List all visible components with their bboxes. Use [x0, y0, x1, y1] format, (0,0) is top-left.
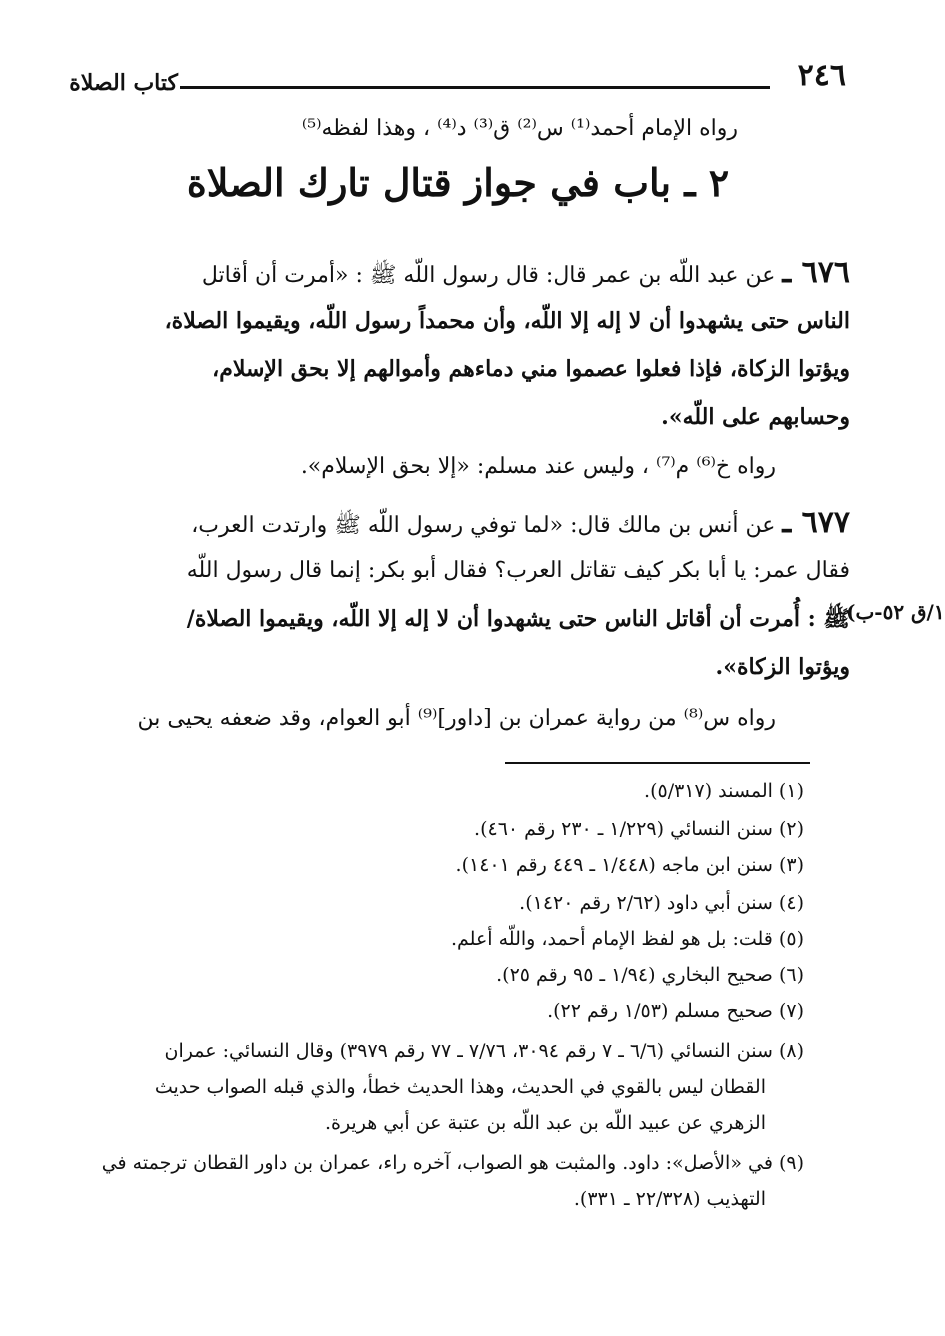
hadith-677-narration: رواه س⁽⁸⁾ من رواية عمران بن [داور]⁽⁹⁾ أبو العوام، وقد ضعفه يحيى بن: [137, 706, 776, 731]
hadith-number: ٦٧٦ ـ: [782, 255, 850, 290]
hadith-text: عن أنس بن مالك قال: «لما توفي رسول اللّه ﷺ وارتدت العرب،: [191, 513, 776, 538]
hadith-676-narration: رواه خ⁽⁶⁾ م⁽⁷⁾ ، وليس عند مسلم: «إلا بحق الإسلام».: [300, 454, 776, 479]
hadith-676-line-2: الناس حتى يشهدوا أن لا إله إلا اللّه، وأن محمداً رسول اللّه، ويقيموا الصلاة،: [164, 308, 850, 334]
page-number: ٢٤٦: [797, 58, 846, 93]
hadith-676-line-4: وحسابهم على اللّه».: [661, 404, 850, 430]
margin-note: ١/ق ٥٢-ب): [846, 600, 945, 624]
chapter-heading: ٢ ـ باب في جواز قتال تارك الصلاة: [186, 160, 730, 205]
intro-line: رواه الإمام أحمد⁽¹⁾ س⁽²⁾ ق⁽³⁾ د⁽⁴⁾ ، وهذا لفظه⁽⁵⁾: [301, 116, 738, 141]
hadith-text: عن عبد اللّه بن عمر قال: قال رسول اللّه ﷺ : «أمرت أن أقاتل: [201, 263, 776, 288]
hadith-676-line-1: [201, 255, 850, 291]
footnote-8-cont-1: القطان ليس بالقوي في الحديث، وهذا الحديث خطأ، والذي قبله الصواب حديث: [154, 1076, 766, 1098]
hadith-677-line-2: فقال عمر: يا أبا بكر كيف تقاتل العرب؟ فقال أبو بكر: إنما قال رسول اللّه: [186, 558, 850, 583]
hadith-677-line-3: ﷺ : أُمرت أن أقاتل الناس حتى يشهدوا أن لا إله إلا اللّه، ويقيموا الصلاة/: [186, 606, 850, 632]
running-title: كتاب الصلاة: [69, 70, 178, 96]
footnote-4: (٤) سنن أبي داود (٢/٦٢ رقم ١٤٢٠).: [519, 892, 804, 914]
footnote-8-cont-2: الزهري عن عبيد اللّه بن عبد اللّه بن عتبة عن أبي هريرة.: [324, 1112, 766, 1134]
footnote-5: (٥) قلت: بل هو لفظ الإمام أحمد، واللّه أعلم.: [450, 928, 804, 950]
footnote-1: (١) المسند (٥/٣١٧).: [644, 780, 804, 802]
hadith-676-line-3: ويؤتوا الزكاة، فإذا فعلوا عصموا مني دماءهم وأموالهم إلا بحق الإسلام،: [212, 356, 850, 382]
footnote-6: (٦) صحيح البخاري (١/٩٤ ـ ٩٥ رقم ٢٥).: [496, 964, 804, 986]
footnote-9-cont: التهذيب (٢٢/٣٢٨ ـ ٣٣١).: [573, 1188, 766, 1210]
hadith-number: ٦٧٧ ـ: [782, 505, 850, 540]
header-rule: [180, 86, 770, 89]
footnote-3: (٣) سنن ابن ماجه (١/٤٤٨ ـ ٤٤٩ رقم ١٤٠١).: [455, 854, 804, 876]
footnote-9: (٩) في «الأصل»: داود. والمثبت هو الصواب، آخره راء، عمران بن داور القطان ترجمته في: [101, 1152, 804, 1174]
footnote-rule: [505, 762, 810, 764]
footnote-7: (٧) صحيح مسلم (١/٥٣ رقم ٢٢).: [547, 1000, 804, 1022]
footnote-2: (٢) سنن النسائي (١/٢٢٩ ـ ٢٣٠ رقم ٤٦٠).: [474, 818, 804, 840]
hadith-677-line-1: [191, 505, 850, 541]
hadith-677-line-4: ويؤتوا الزكاة».: [715, 654, 850, 680]
footnote-8: (٨) سنن النسائي (٦/٦ ـ ٧ رقم ٣٠٩٤، ٧/٧٦ ـ ٧٧ رقم ٣٩٧٩) وقال النسائي: عمران: [164, 1040, 804, 1062]
